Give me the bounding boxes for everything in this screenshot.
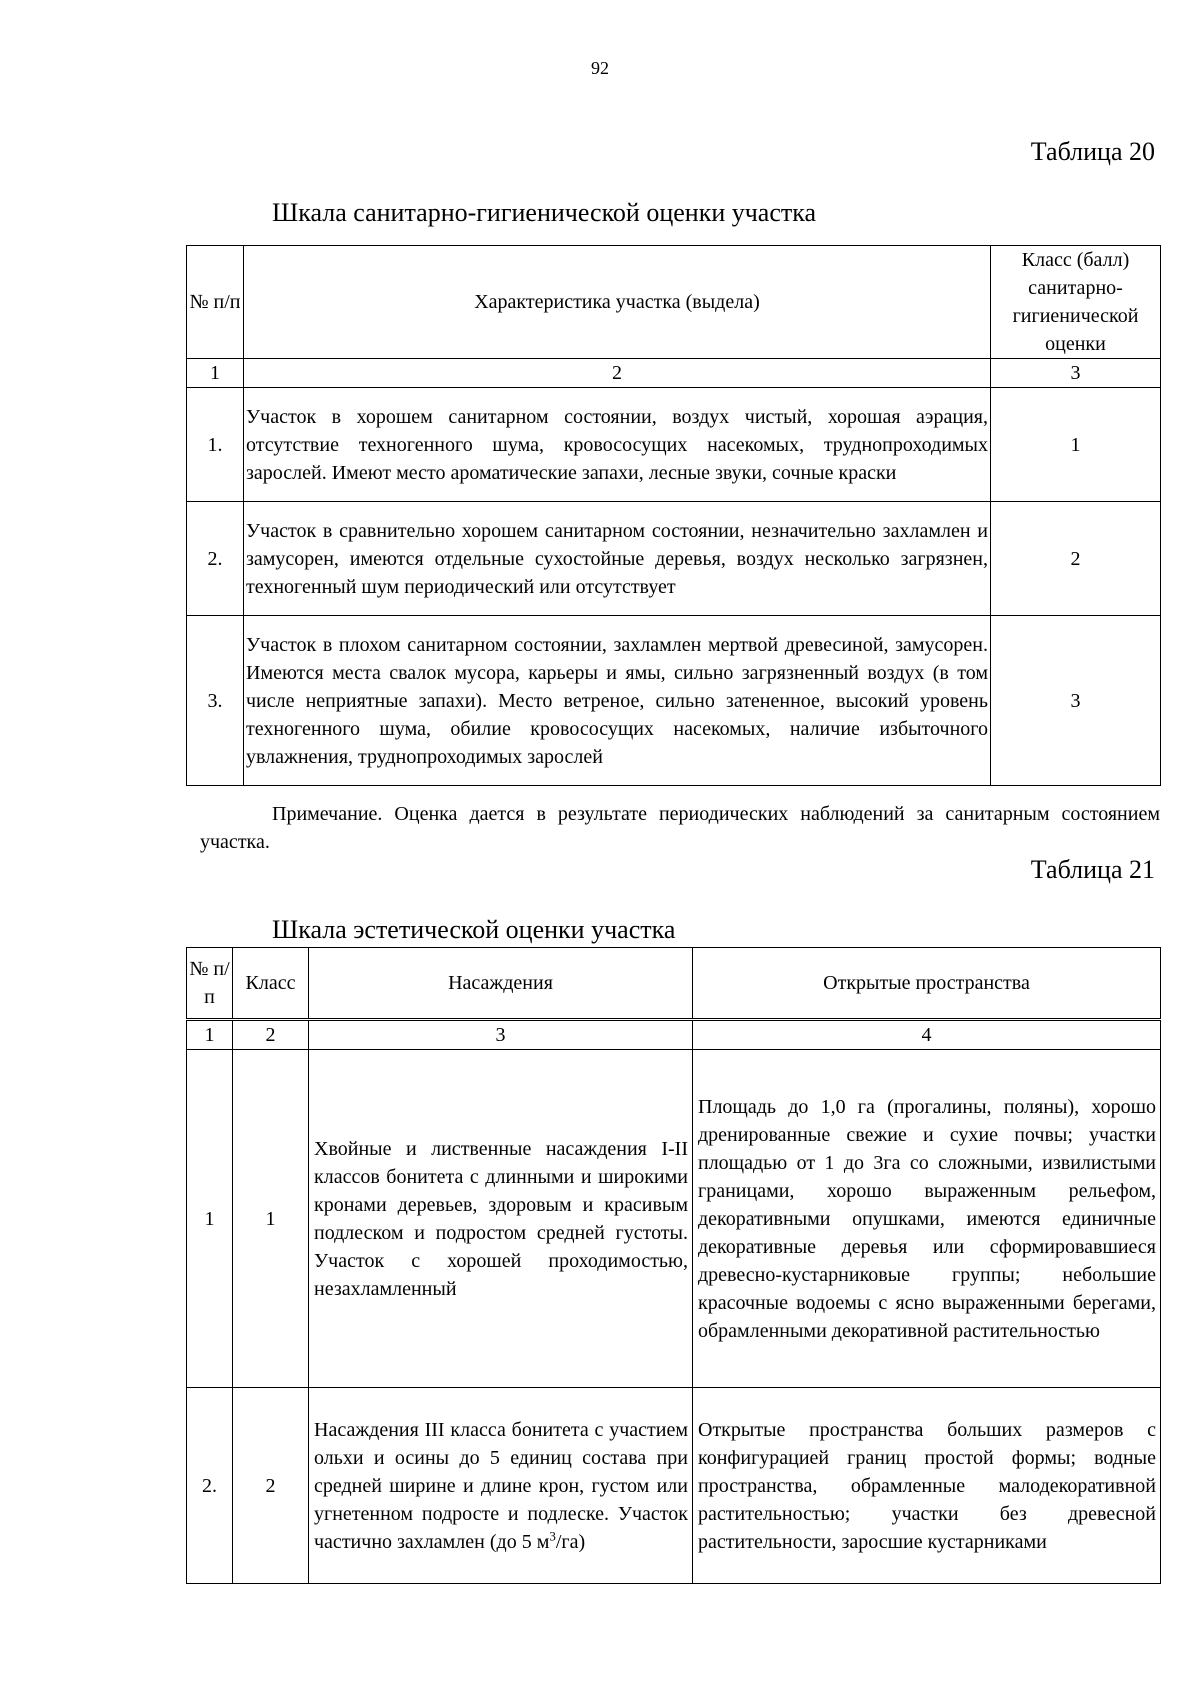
row-class: 1 xyxy=(991,388,1161,502)
aesthetic-assessment-table xyxy=(186,947,1161,1584)
table-row xyxy=(187,1050,1161,1388)
row-num: 2. xyxy=(187,502,244,616)
row-plantings: Хвойные и лиственные насаждения I-II классов бонитета с длинными и широкими кронами деревьев, здоровым и красивым подлеском и подростом средней густоты. Участок с хорошей проходимостью, незахламленный xyxy=(309,1050,693,1388)
plantings-text-tail: /га) xyxy=(555,1530,586,1553)
table-20-title: Шкала санитарно-гигиенической оценки участка xyxy=(272,198,817,227)
header-class: Класс xyxy=(233,948,309,1020)
row-class: 2 xyxy=(991,502,1161,616)
header-num: № п/п xyxy=(187,246,244,359)
col-number: 1 xyxy=(187,359,244,388)
header-num: № п/п xyxy=(187,948,233,1020)
column-number-row xyxy=(187,359,1161,388)
header-class: Класс (балл) санитарно-гигиенической оценки xyxy=(991,246,1161,359)
plantings-text: Насаждения III класса бонитета с участием ольхи и осины до 5 единиц состава при средней ширине и длине крон, густом или угнетенном подросте и подлеске. Участок частично захламлен (до 5 м xyxy=(314,1418,688,1553)
col-number: 3 xyxy=(991,359,1161,388)
row-class: 1 xyxy=(233,1050,309,1388)
col-number: 2 xyxy=(233,1020,309,1050)
header-characteristic: Характеристика участка (выдела) xyxy=(244,246,991,359)
col-number: 4 xyxy=(693,1020,1161,1050)
table-row xyxy=(187,502,1161,616)
row-num: 1. xyxy=(187,388,244,502)
row-plantings xyxy=(309,1388,693,1584)
row-text: Участок в хорошем санитарном состоянии, воздух чистый, хорошая аэрация, отсутствие техногенного шума, кровососущих насекомых, труднопроходимых зарослей. Имеют место ароматические запахи, лесные звуки, сочные краски xyxy=(244,388,991,502)
row-class: 2 xyxy=(233,1388,309,1584)
table-20-note xyxy=(200,800,1160,856)
sanitary-hygienic-table xyxy=(186,245,1161,786)
table-header-row xyxy=(187,948,1161,1020)
superscript: 3 xyxy=(549,1527,556,1543)
page-number: 92 xyxy=(591,58,609,78)
col-number: 2 xyxy=(244,359,991,388)
table-20-label: Таблица 20 xyxy=(1030,137,1155,166)
table-21-label: Таблица 21 xyxy=(1030,855,1155,884)
table-21-title: Шкала эстетической оценки участка xyxy=(272,915,676,944)
column-number-row xyxy=(187,1020,1161,1050)
row-num: 3. xyxy=(187,616,244,786)
note-text: Примечание. Оценка дается в результате периодических наблюдений за санитарным состоянием участка. xyxy=(200,803,1160,853)
table-row xyxy=(187,616,1161,786)
header-open-spaces: Открытые пространства xyxy=(693,948,1161,1020)
row-open-spaces: Площадь до 1,0 га (прогалины, поляны), хорошо дренированные свежие и сухие почвы; участки площадью от 1 до 3га со сложными, извилистыми границами, хорошо выраженным рельефом, декоративными опушками, имеются единичные декоративные деревья или сформировавшиеся древесно-кустарниковые группы; небольшие красочные водоемы с ясно выраженными берегами, обрамленными декоративной растительностью xyxy=(693,1050,1161,1388)
row-text: Участок в плохом санитарном состоянии, захламлен мертвой древесиной, замусорен. Имеются места свалок мусора, карьеры и ямы, сильно загрязненный воздух (в том числе неприятные запахи). Место ветреное, сильно затененное, высокий уровень техногенного шума, обилие кровососущих насекомых, наличие избыточного увлажнения, труднопроходимых зарослей xyxy=(244,616,991,786)
header-plantings: Насаждения xyxy=(309,948,693,1020)
row-num: 1 xyxy=(187,1050,233,1388)
table-row xyxy=(187,1388,1161,1584)
row-text: Участок в сравнительно хорошем санитарном состоянии, незначительно захламлен и замусорен, имеются отдельные сухостойные деревья, воздух несколько загрязнен, техногенный шум периодический или отсутствует xyxy=(244,502,991,616)
row-class: 3 xyxy=(991,616,1161,786)
col-number: 3 xyxy=(309,1020,693,1050)
row-num: 2. xyxy=(187,1388,233,1584)
row-open-spaces: Открытые пространства больших размеров с конфигурацией границ простой формы; водные пространства, обрамленные малодекоративной растительностью; участки без древесной растительности, заросшие кустарниками xyxy=(693,1388,1161,1584)
table-header-row xyxy=(187,246,1161,359)
table-row xyxy=(187,388,1161,502)
col-number: 1 xyxy=(187,1020,233,1050)
